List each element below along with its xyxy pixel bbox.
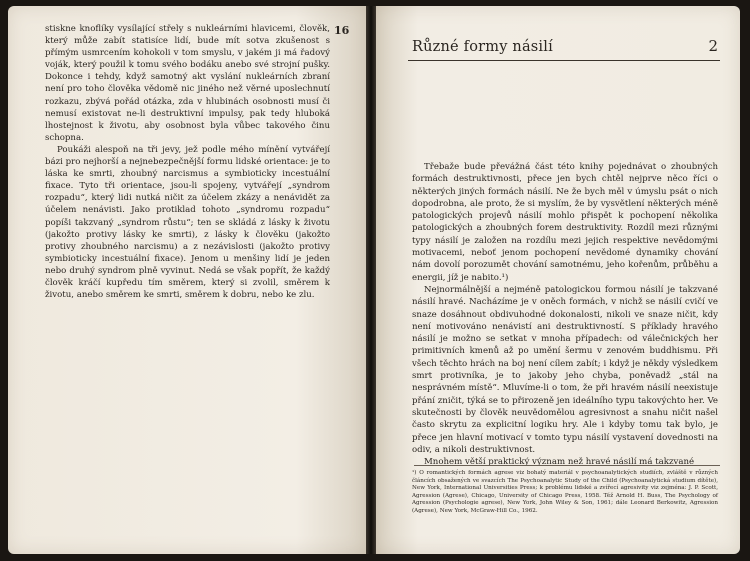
chapter-number: 2 [708,37,718,55]
right-paragraph: Nejnormálnější a nejméně patologickou formou násilí je takzvané násilí hravé. Nacházíme je v oněch formách, v nichž se násilí cvičí ve snaze dosáhnout obdivuhodné dokonalosti, nikoli ve snaze ničit, kdy není motivováno nenávistí ani destruktivností. S příklady hravého násilí je možno se setkat v mnoha případech: od válečnických her primitivních kmenů až po umění šermu v zenovém buddhismu. Při všech těchto hrách na boj není cílem zabít; i když je někdy výsledkem smrt protivníka, je to jakoby jeho chyba, poněvadž „stál na nesprávném místě“. Mluvíme-li o tom, že při hravém násilí neexistuje přání zničit, týká se to přirozeně jen ideálního typu takovýchto her. Ve skutečnosti by člověk neuvědomělou agresivnost a snahu ničit našel často skrytu za explicitní logiku hry. Ale i kdyby tomu tak bylo, je přece jen hlavní motivací v tomto typu násilí vystavení dovednosti na odiv, a nikoli destruktivnost. [412,284,718,455]
chapter-header [408,34,720,61]
left-paragraph: stiskne knoflíky vysílající střely s nukleárními hlavicemi, člověk, který může zabít statisíce lidí, bude mít sotva zkušenost s přímým usmrcením kohokoli v tom smyslu, v jakém ji má řadový voják, který použil k tomu svého bodáku anebo své strojní pušky. Dokonce i tehdy, když samotný akt vyslání nukleárních zbraní není pro toho člověka vědomě nic jiného než věrné uposlechnutí rozkazu, zbývá pořád otázka, zda v hlubinách osobnosti musí či nemusí existovat ne-li destruktivní impulsy, pak tedy hluboká lhostejnost k životu, aby osobnost byla vůbec takového činu schopna. [45,24,330,143]
footnote: ¹) O romantických formách agrese viz bohatý materiál v psychoanalytických studiích, zvláště v různých článcích obsažených ve svazcích The Psychoanalytic Study of the Child (Psychoanalytická studium dítěte), New York, International Universities Press; k problému lidské a zvířecí agresivity viz zejména: J. P. Scott, Agression (Agrese), Chicago, University of Chicago Press, 1958. Též Arnold H. Buss, The Psychology of Agression (Psychologie agrese), New York, John Wiley & Son, 1961; dále Leonard Berkowitz, Agression (Agrese), New York, McGraw-Hill Co., 1962. [412,470,718,514]
book-gutter [366,6,376,554]
right-paragraph: Třebaže bude převážná část této knihy pojednávat o zhoubných formách destruktivnosti, přece jen bych chtěl nejprve něco říci o některých jiných formách násilí. Ne že bych měl v úmyslu psát o nich dopodrobna, ale proto, že si myslím, že by vysvětlení některých méně patologických projevů násilí mohlo přispět k pochopení několika patologických a zhoubných forem destruktivity. Rozdíl mezi různými typy násilí je založen na rozdílu mezi jejich respektive nevědomými motivacemi, neboť jenom pochopení nevědomé dynamiky chování nám dovolí porozumět chování samotnému, jeho kořenům, průběhu a energii, jíž je nabito.¹) [412,162,718,283]
left-paragraph: Poukáži alespoň na tři jevy, jež podle mého mínění vytvářejí bázi pro nejhorší a nejnebezpečnější formu lidské orientace: je to láska ke smrti, zhoubný narcismus a symbioticky incestuální fixace. Tyto tři orientace, jsou-li spojeny, vytvářejí „syndrom rozpadu“, který lidi nutká ničit za účelem zkázy a nenávidět za účelem nenávisti. Jako protiklad tohoto „syndromu rozpadu“ popíši takzvaný „syndrom růstu“; ten se skládá z lásky k životu (jakožto protivy lásky ke smrti), z lásky k člověku (jakožto protivy zhoubného narcismu) a z nezávislosti (jakožto protivy symbioticky incestuální fixace). Jenom u menšiny lidí je jeden nebo druhý syndrom plně vyvinut. Nedá se však popřít, že každý člověk kráčí kupředu tím směrem, který si zvolil, směrem k životu, anebo směrem ke smrti, směrem k dobru, nebo ke zlu. [45,144,330,301]
footnote-rule [414,465,720,466]
right-page-text [412,161,718,468]
left-page-number: 16 [334,24,350,37]
chapter-title: Různé formy násilí [412,39,553,55]
right-paragraph: Mnohem větší praktický význam než hravé násilí má takzvané [424,457,695,468]
left-page-text [45,23,330,301]
